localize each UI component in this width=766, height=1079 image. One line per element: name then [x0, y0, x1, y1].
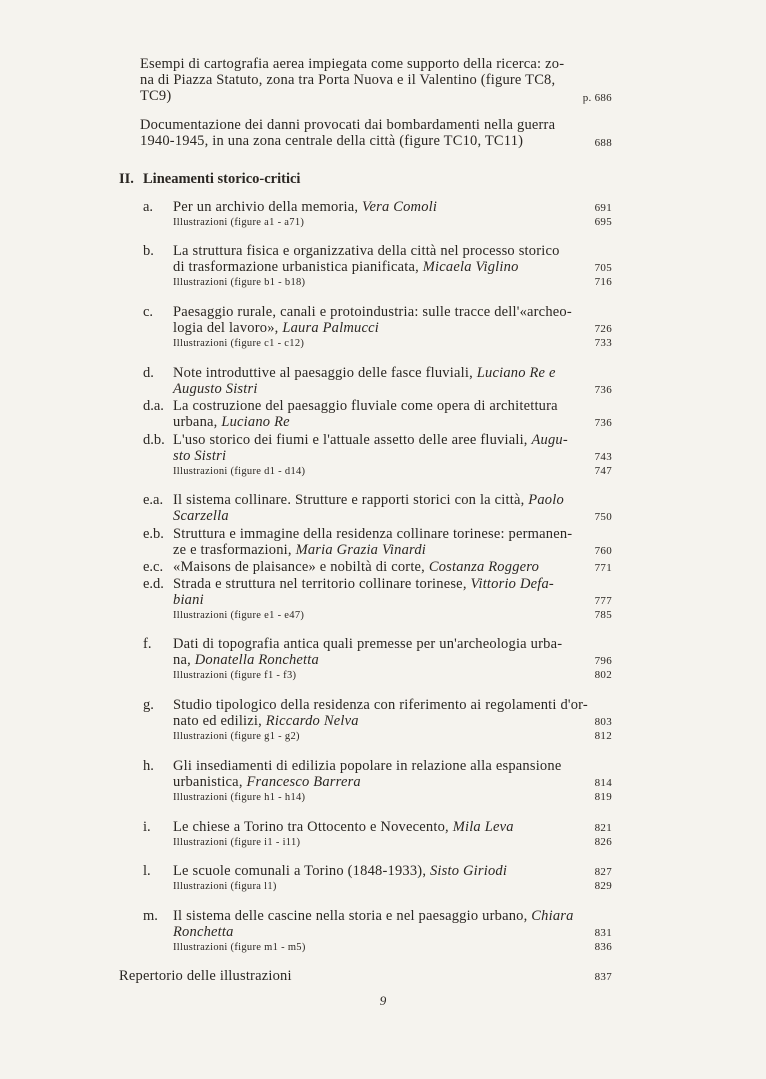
entry-ec-author: Costanza Roggero	[428, 559, 540, 575]
entry-f-text-2: na,	[173, 652, 195, 668]
entry-f-line-1: Dati di topografia antica quali premesse per un'archeologia urba-	[173, 636, 563, 652]
entry-db-illustrations: Illustrazioni (figure d1 - d14)	[173, 466, 306, 477]
entry-ec-text: «Maisons de plaisance» e nobiltà di corte,	[173, 559, 429, 575]
entry-a-text: Per un archivio della memoria,	[173, 199, 363, 215]
entry-a-author: Vera Comoli	[362, 199, 438, 215]
entry-c-ill-page: 733	[594, 337, 612, 349]
entry-h-line-2	[173, 774, 361, 791]
entry-h-illustrations: Illustrazioni (figure h1 - h14)	[173, 792, 306, 803]
entry-b-author: Micaela Viglino	[422, 259, 519, 275]
entry-ea-letter: e.a.	[143, 492, 164, 508]
entry-l-line-1	[173, 863, 507, 880]
entry-eb-line-2	[173, 542, 426, 559]
entry-b-text-2: di trasformazione urbanistica pianificata,	[173, 259, 423, 275]
entry-da-author: Luciano Re	[221, 414, 290, 430]
entry-db-line-1	[173, 432, 568, 449]
entry-eb-page: 760	[594, 545, 612, 557]
entry-ed-text: Strada e struttura nel territorio collinare torinese,	[173, 576, 471, 592]
entry-l-letter: l.	[143, 863, 151, 879]
entry-b-line-2	[173, 259, 519, 276]
entry-h-page: 814	[594, 777, 612, 789]
entry-f-page: 796	[594, 655, 612, 667]
entry-i-illustrations: Illustrazioni (figure i1 - i11)	[173, 837, 301, 848]
entry-da-line-1: La costruzione del paesaggio fluviale come opera di architettura	[173, 398, 558, 414]
entry-ec-page: 771	[594, 562, 612, 574]
entry-da-letter: d.a.	[143, 398, 164, 414]
entry-db-author-1: Augu-	[531, 432, 568, 448]
entry-d-author-2: Augusto Sistri	[173, 381, 258, 397]
entry-d-line-1	[173, 365, 556, 382]
entry-da-page: 736	[594, 417, 612, 429]
entry-a-ill-page: 695	[594, 216, 612, 228]
entry-da-text-2: urbana,	[173, 414, 222, 430]
entry-m-author-2: Ronchetta	[173, 924, 234, 940]
intro-1-line-2: na di Piazza Statuto, zona tra Porta Nuova e il Valentino (figure TC8,	[140, 72, 556, 88]
intro-1-line-1: Esempi di cartografia aerea impiegata come supporto della ricerca: zo-	[140, 56, 565, 72]
intro-2-line-2: 1940-1945, in una zona centrale della città (figure TC10, TC11)	[140, 133, 524, 149]
entry-l-ill-page: 829	[594, 880, 612, 892]
entry-l-text: Le scuole comunali a Torino (1848-1933),	[173, 863, 430, 879]
entry-g-page: 803	[594, 716, 612, 728]
entry-g-illustrations: Illustrazioni (figure g1 - g2)	[173, 731, 300, 742]
entry-g-text-2: nato ed edilizi,	[173, 713, 266, 729]
entry-m-author-1: Chiara	[531, 908, 574, 924]
entry-ea-author-2: Scarzella	[173, 508, 229, 524]
entry-db-page: 743	[594, 451, 612, 463]
entry-db-line-2	[173, 448, 226, 465]
entry-c-line-2	[173, 320, 379, 337]
entry-i-page: 821	[594, 822, 612, 834]
entry-d-author-1: Luciano Re e	[476, 365, 556, 381]
entry-ea-page: 750	[594, 511, 612, 523]
entry-ea-author-1: Paolo	[528, 492, 564, 508]
entry-c-page: 726	[594, 323, 612, 335]
entry-l-illustrations: Illustrazioni (figura l1)	[173, 881, 277, 892]
intro-1-page: p. 686	[582, 92, 612, 104]
entry-m-text: Il sistema delle cascine nella storia e nel paesaggio urbano,	[173, 908, 532, 924]
entry-db-author-2: sto Sistri	[173, 448, 227, 464]
entry-ed-ill-page: 785	[594, 609, 612, 621]
entry-a-page: 691	[594, 202, 612, 214]
entry-l-page: 827	[594, 866, 612, 878]
entry-h-author: Francesco Barrera	[246, 774, 361, 790]
entry-ea-text: Il sistema collinare. Strutture e rapporti storici con la città,	[173, 492, 529, 508]
entry-m-ill-page: 836	[594, 941, 612, 953]
entry-g-line-2	[173, 713, 359, 730]
intro-1-line-3: TC9)	[140, 88, 172, 104]
section-title: Lineamenti storico-critici	[143, 171, 301, 187]
entry-m-line-1	[173, 908, 574, 925]
repertorio-label: Repertorio delle illustrazioni	[119, 968, 292, 984]
entry-h-text-2: urbanistica,	[173, 774, 247, 790]
entry-f-letter: f.	[143, 636, 152, 652]
entry-ea-line-2	[173, 508, 229, 525]
entry-c-text-2: logia del lavoro»,	[173, 320, 283, 336]
entry-ed-author-2: biani	[173, 592, 204, 608]
entry-h-letter: h.	[143, 758, 154, 774]
entry-g-letter: g.	[143, 697, 154, 713]
entry-d-letter: d.	[143, 365, 154, 381]
entry-f-ill-page: 802	[594, 669, 612, 681]
entry-ec-letter: e.c.	[143, 559, 164, 575]
entry-l-author: Sisto Giriodi	[429, 863, 508, 879]
entry-ed-author-1: Vittorio Defa-	[470, 576, 554, 592]
entry-g-line-1: Studio tipologico della residenza con riferimento ai regolamenti d'or-	[173, 697, 588, 713]
entry-db-ill-page: 747	[594, 465, 612, 477]
entry-b-line-1: La struttura fisica e organizzativa della città nel processo storico	[173, 243, 560, 259]
entry-eb-text-2: ze e trasformazioni,	[173, 542, 296, 558]
entry-m-page: 831	[594, 927, 612, 939]
entry-ec-line-1	[173, 559, 539, 576]
entry-eb-author: Maria Grazia Vinardi	[295, 542, 427, 558]
entry-eb-line-1: Struttura e immagine della residenza collinare torinese: permanen-	[173, 526, 573, 542]
entry-ed-line-2	[173, 592, 204, 609]
entry-d-page: 736	[594, 384, 612, 396]
entry-b-page: 705	[594, 262, 612, 274]
entry-a-illustrations: Illustrazioni (figure a1 - a71)	[173, 217, 305, 228]
entry-i-author: Mila Leva	[452, 819, 514, 835]
repertorio-page: 837	[594, 971, 612, 983]
entry-d-line-2	[173, 381, 258, 398]
page-number: 9	[379, 993, 387, 1008]
entry-g-author: Riccardo Nelva	[265, 713, 359, 729]
entry-i-text: Le chiese a Torino tra Ottocento e Novecento,	[173, 819, 453, 835]
entry-h-ill-page: 819	[594, 791, 612, 803]
entry-m-letter: m.	[143, 908, 158, 924]
entry-i-ill-page: 826	[594, 836, 612, 848]
entry-m-illustrations: Illustrazioni (figure m1 - m5)	[173, 942, 306, 953]
entry-f-illustrations: Illustrazioni (figure f1 - f3)	[173, 670, 297, 681]
entry-c-letter: c.	[143, 304, 154, 320]
entry-ed-line-1	[173, 576, 554, 593]
entry-ed-letter: e.d.	[143, 576, 164, 592]
entry-b-ill-page: 716	[594, 276, 612, 288]
entry-d-text: Note introduttive al paesaggio delle fasce fluviali,	[173, 365, 477, 381]
entry-i-letter: i.	[143, 819, 151, 835]
entry-c-line-1: Paesaggio rurale, canali e protoindustria: sulle tracce dell'«archeo-	[173, 304, 572, 320]
entry-ea-line-1	[173, 492, 564, 509]
entry-db-letter: d.b.	[143, 432, 165, 448]
section-number: II.	[119, 171, 134, 187]
entry-a-line-1	[173, 199, 437, 216]
intro-2-page: 688	[594, 137, 612, 149]
intro-2-line-1: Documentazione dei danni provocati dai bombardamenti nella guerra	[140, 117, 556, 133]
entry-c-author: Laura Palmucci	[282, 320, 379, 336]
entry-f-line-2	[173, 652, 319, 669]
entry-f-author: Donatella Ronchetta	[194, 652, 319, 668]
entry-ed-illustrations: Illustrazioni (figure e1 - e47)	[173, 610, 305, 621]
entry-b-letter: b.	[143, 243, 154, 259]
entry-c-illustrations: Illustrazioni (figure c1 - c12)	[173, 338, 305, 349]
entry-db-text: L'uso storico dei fiumi e l'attuale assetto delle aree fluviali,	[173, 432, 532, 448]
entry-g-ill-page: 812	[594, 730, 612, 742]
entry-a-letter: a.	[143, 199, 154, 215]
entry-h-line-1: Gli insediamenti di edilizia popolare in relazione alla espansione	[173, 758, 562, 774]
entry-da-line-2	[173, 414, 290, 431]
entry-i-line-1	[173, 819, 514, 836]
entry-eb-letter: e.b.	[143, 526, 164, 542]
entry-ed-page: 777	[594, 595, 612, 607]
entry-m-line-2	[173, 924, 234, 941]
entry-b-illustrations: Illustrazioni (figure b1 - b18)	[173, 277, 306, 288]
